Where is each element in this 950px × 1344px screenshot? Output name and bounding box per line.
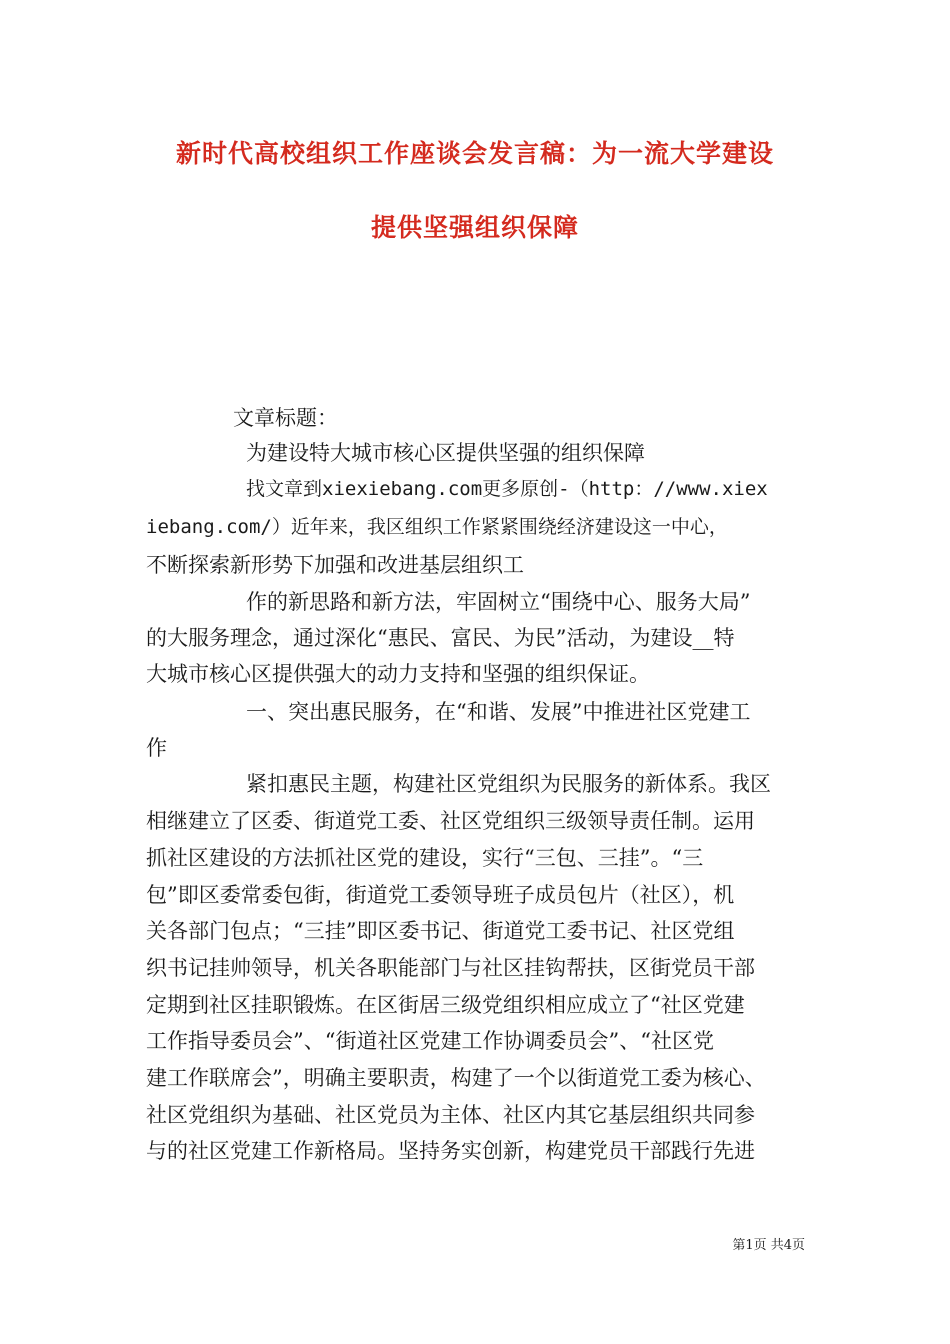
body-line: 相继建立了区委、街道党工委、社区党组织三级领导责任制。运用 (146, 809, 755, 833)
body-line: 织书记挂帅领导，机关各职能部门与社区挂钩帮扶，区街党员干部 (146, 956, 755, 980)
body-line: iebang.com/）近年来，我区组织工作紧紧围绕经济建设这一中心， (146, 516, 728, 538)
body-line: 作 (146, 736, 167, 760)
body-line: 文章标题： (233, 406, 338, 430)
body-line: 社区党组织为基础、社区党员为主体、社区内其它基层组织共同参 (146, 1103, 755, 1127)
body-line: 一、突出惠民服务，在“和谐、发展”中推进社区党建工 (246, 700, 751, 724)
body-line: 关各部门包点；“三挂”即区委书记、街道党工委书记、社区党组 (146, 919, 735, 943)
body-line: 工作指导委员会”、“街道社区党建工作协调委员会”、“社区党 (146, 1029, 714, 1053)
body-line: 的大服务理念，通过深化“惠民、富民、为民”活动，为建设__特 (146, 626, 735, 650)
body-line: 定期到社区挂职锻炼。在区街居三级党组织相应成立了“社区党建 (146, 993, 745, 1017)
body-line: 建工作联席会”，明确主要职责，构建了一个以街道党工委为核心、 (146, 1066, 766, 1090)
body-line: 与的社区党建工作新格局。坚持务实创新，构建党员干部践行先进 (146, 1139, 755, 1163)
body-line: 为建设特大城市核心区提供坚强的组织保障 (246, 441, 645, 465)
body-line: 大城市核心区提供强大的动力支持和坚强的组织保证。 (146, 662, 650, 686)
body-line: 不断探索新形势下加强和改进基层组织工 (146, 553, 524, 577)
body-line: 紧扣惠民主题，构建社区党组织为民服务的新体系。我区 (246, 772, 771, 796)
document-title-line-1: 新时代高校组织工作座谈会发言稿：为一流大学建设 (175, 139, 774, 168)
body-line: 抓社区建设的方法抓社区党的建设，实行“三包、三挂”。“三 (146, 846, 704, 870)
body-line: 找文章到xiexiebang.com更多原创-（http：//www.xiex (246, 478, 768, 500)
body-line: 包”即区委常委包街，街道党工委领导班子成员包片（社区），机 (146, 883, 735, 907)
body-line: 作的新思路和新方法，牢固树立“围绕中心、服务大局” (246, 590, 751, 614)
page-indicator: 第1页 共4页 (732, 1238, 805, 1253)
document-title-line-2: 提供坚强组织保障 (370, 213, 579, 242)
